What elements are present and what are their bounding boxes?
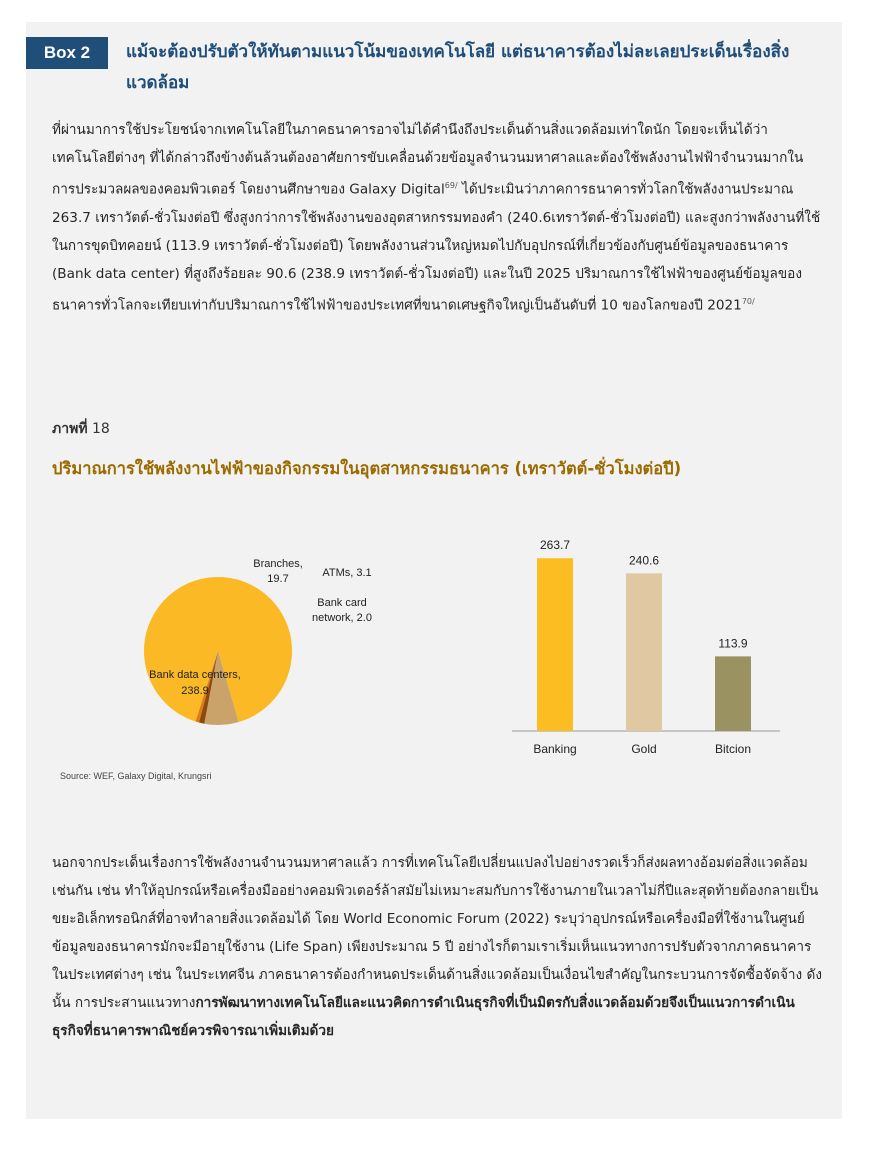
bar-gold xyxy=(626,573,662,731)
pie-label-1: Branches, xyxy=(253,558,303,570)
paragraph-1-text-b: ได้ประเมินว่าภาคการธนาคารทั่วโลกใช้พลังงานประมาณ 263.7 เทราวัตต์-ชั่วโมงต่อปี ซึ่งสูงกว่าการใช้พลังงานของอุตสาหกรรมทองคำ (240.6เทราวัตต์-ชั่วโมงต่อปี) และสูงกว่าพลังงานที่ใช้ในการขุดบิทคอยน์ (113.9 เทราวัตต์-ชั่วโมงต่อปี) โดยพลังงานส่วนใหญ่หมดไปกับอุปกรณ์ที่เกี่ยวข้องกับศูนย์ข้อมูลของธนาคาร (Bank data center) ที่สูงถึงร้อยละ 90.6 (238.9 เทราวัตต์-ชั่วโมงต่อปี) และในปี 2025 ปริมาณการใช้ไฟฟ้าของศูนย์ข้อมูลของธนาคารทั่วโลกจะเทียบเท่ากับปริมาณการใช้ไฟฟ้าของประเทศที่ขนาดเศษฐกิจใหญ่เป็นอันดับที่ 10 ของโลกของปี 2021 xyxy=(52,181,821,314)
bar-bitcion xyxy=(715,656,751,731)
pie-label-value-0: 238.9 xyxy=(181,685,209,697)
figure-label-number: 18 xyxy=(87,421,110,437)
box-label: Box 2 xyxy=(26,37,108,69)
paragraph-1 xyxy=(52,116,822,319)
pie-label-3: Bank card xyxy=(317,597,367,609)
box-title: แม้จะต้องปรับตัวให้ทันตามแนวโน้มของเทคโนโลยี แต่ธนาคารต้องไม่ละเลยประเด็นเรื่องสิ่งแวดล้อม xyxy=(126,42,790,93)
figure-label xyxy=(52,418,110,440)
bar-value-label: 263.7 xyxy=(539,538,571,553)
paragraph-2-bold-text: การพัฒนาทางเทคโนโลยีและแนวคิดการดำเนินธุรกิจที่เป็นมิตรกับสิ่งแวดล้อมด้วยจึงเป็นแนวการดำเนินธุรกิจที่ธนาคารพาณิชย์ควรพิจารณาเพิ่มเติมด้วย xyxy=(52,995,795,1039)
paragraph-1-text-a: ที่ผ่านมาการใช้ประโยชน์จากเทคโนโลยีในภาคธนาคารอาจไม่ได้คำนึงถึงประเด็นด้านสิ่งแวดล้อมเท่าใดนัก โดยจะเห็นได้ว่าเทคโนโลยีต่างๆ ที่ได้กล่าวถึงข้างต้นล้วนต้องอาศัยการขับเคลื่อนด้วยข้อมูลจำนวนมหาศาลและต้องใช้พลังงานไฟฟ้าจำนวนมากในการประมวลผลของคอมพิวเตอร์ โดยงานศึกษาของ Galaxy Digital xyxy=(52,122,804,198)
pie-chart xyxy=(110,548,410,748)
bar-category-label: Gold xyxy=(631,742,657,756)
figure-source: Source: WEF, Galaxy Digital, Krungsri xyxy=(60,771,212,781)
bar-chart xyxy=(500,525,800,775)
footnote-70: 70/ xyxy=(741,296,755,306)
bar-category-label: Bitcion xyxy=(714,742,752,756)
paragraph-2 xyxy=(52,849,822,1045)
bar-value-label: 113.9 xyxy=(718,636,748,651)
footnote-69: 69/ xyxy=(444,181,458,190)
pie-label-value-3: network, 2.0 xyxy=(312,612,372,624)
figure-title: ปริมาณการใช้พลังงานไฟฟ้าของกิจกรรมในอุตสาหกรรมธนาคาร (เทราวัตต์-ชั่วโมงต่อปี) xyxy=(52,459,682,478)
bar-category-label: Banking xyxy=(533,742,577,756)
pie-label-0: Bank data centers, xyxy=(149,669,241,681)
paragraph-2-text: นอกจากประเด็นเรื่องการใช้พลังงานจำนวนมหาศาลแล้ว การที่เทคโนโลยีเปลี่ยนแปลงไปอย่างรวดเร็วก็ส่งผลทางอ้อมต่อสิ่งแวดล้อมเช่นกัน เช่น ทำให้อุปกรณ์หรือเครื่องมืออย่างคอมพิวเตอร์ล้าสมัยไม่เหมาะสมกับการใช้งานภายในเวลาไม่กี่ปีและสุดท้ายต้องกลายเป็นขยะอิเล็กทรอนิกส์ที่อาจทำลายสิ่งแวดล้อมได้ โดย World Economic Forum (2022) ระบุว่าอุปกรณ์หรือเครื่องมือที่ใช้งานในศูนย์ข้อมูลของธนาคารมักจะมีอายุใช้งาน (Life Span) เพียงประมาณ 5 ปี อย่างไรก็ตามเราเริ่มเห็นแนวทางการปรับตัวจากภาคธนาคารในประเทศต่างๆ เช่น ในประเทศจีน ภาคธนาคารต้องกำหนดประเด็นด้านสิ่งแวดล้อมเป็นเงื่อนไขสำคัญในกระบวนการจัดซื้อจัดจ้าง ดังนั้น การประสานแนวทาง xyxy=(52,855,822,1011)
bar-banking xyxy=(537,558,573,731)
pie-label-2: ATMs, 3.1 xyxy=(322,567,372,579)
bar-value-label: 240.6 xyxy=(628,553,660,568)
figure-label-word: ภาพที่ xyxy=(52,421,88,437)
pie-label-value-1: 19.7 xyxy=(267,573,289,585)
